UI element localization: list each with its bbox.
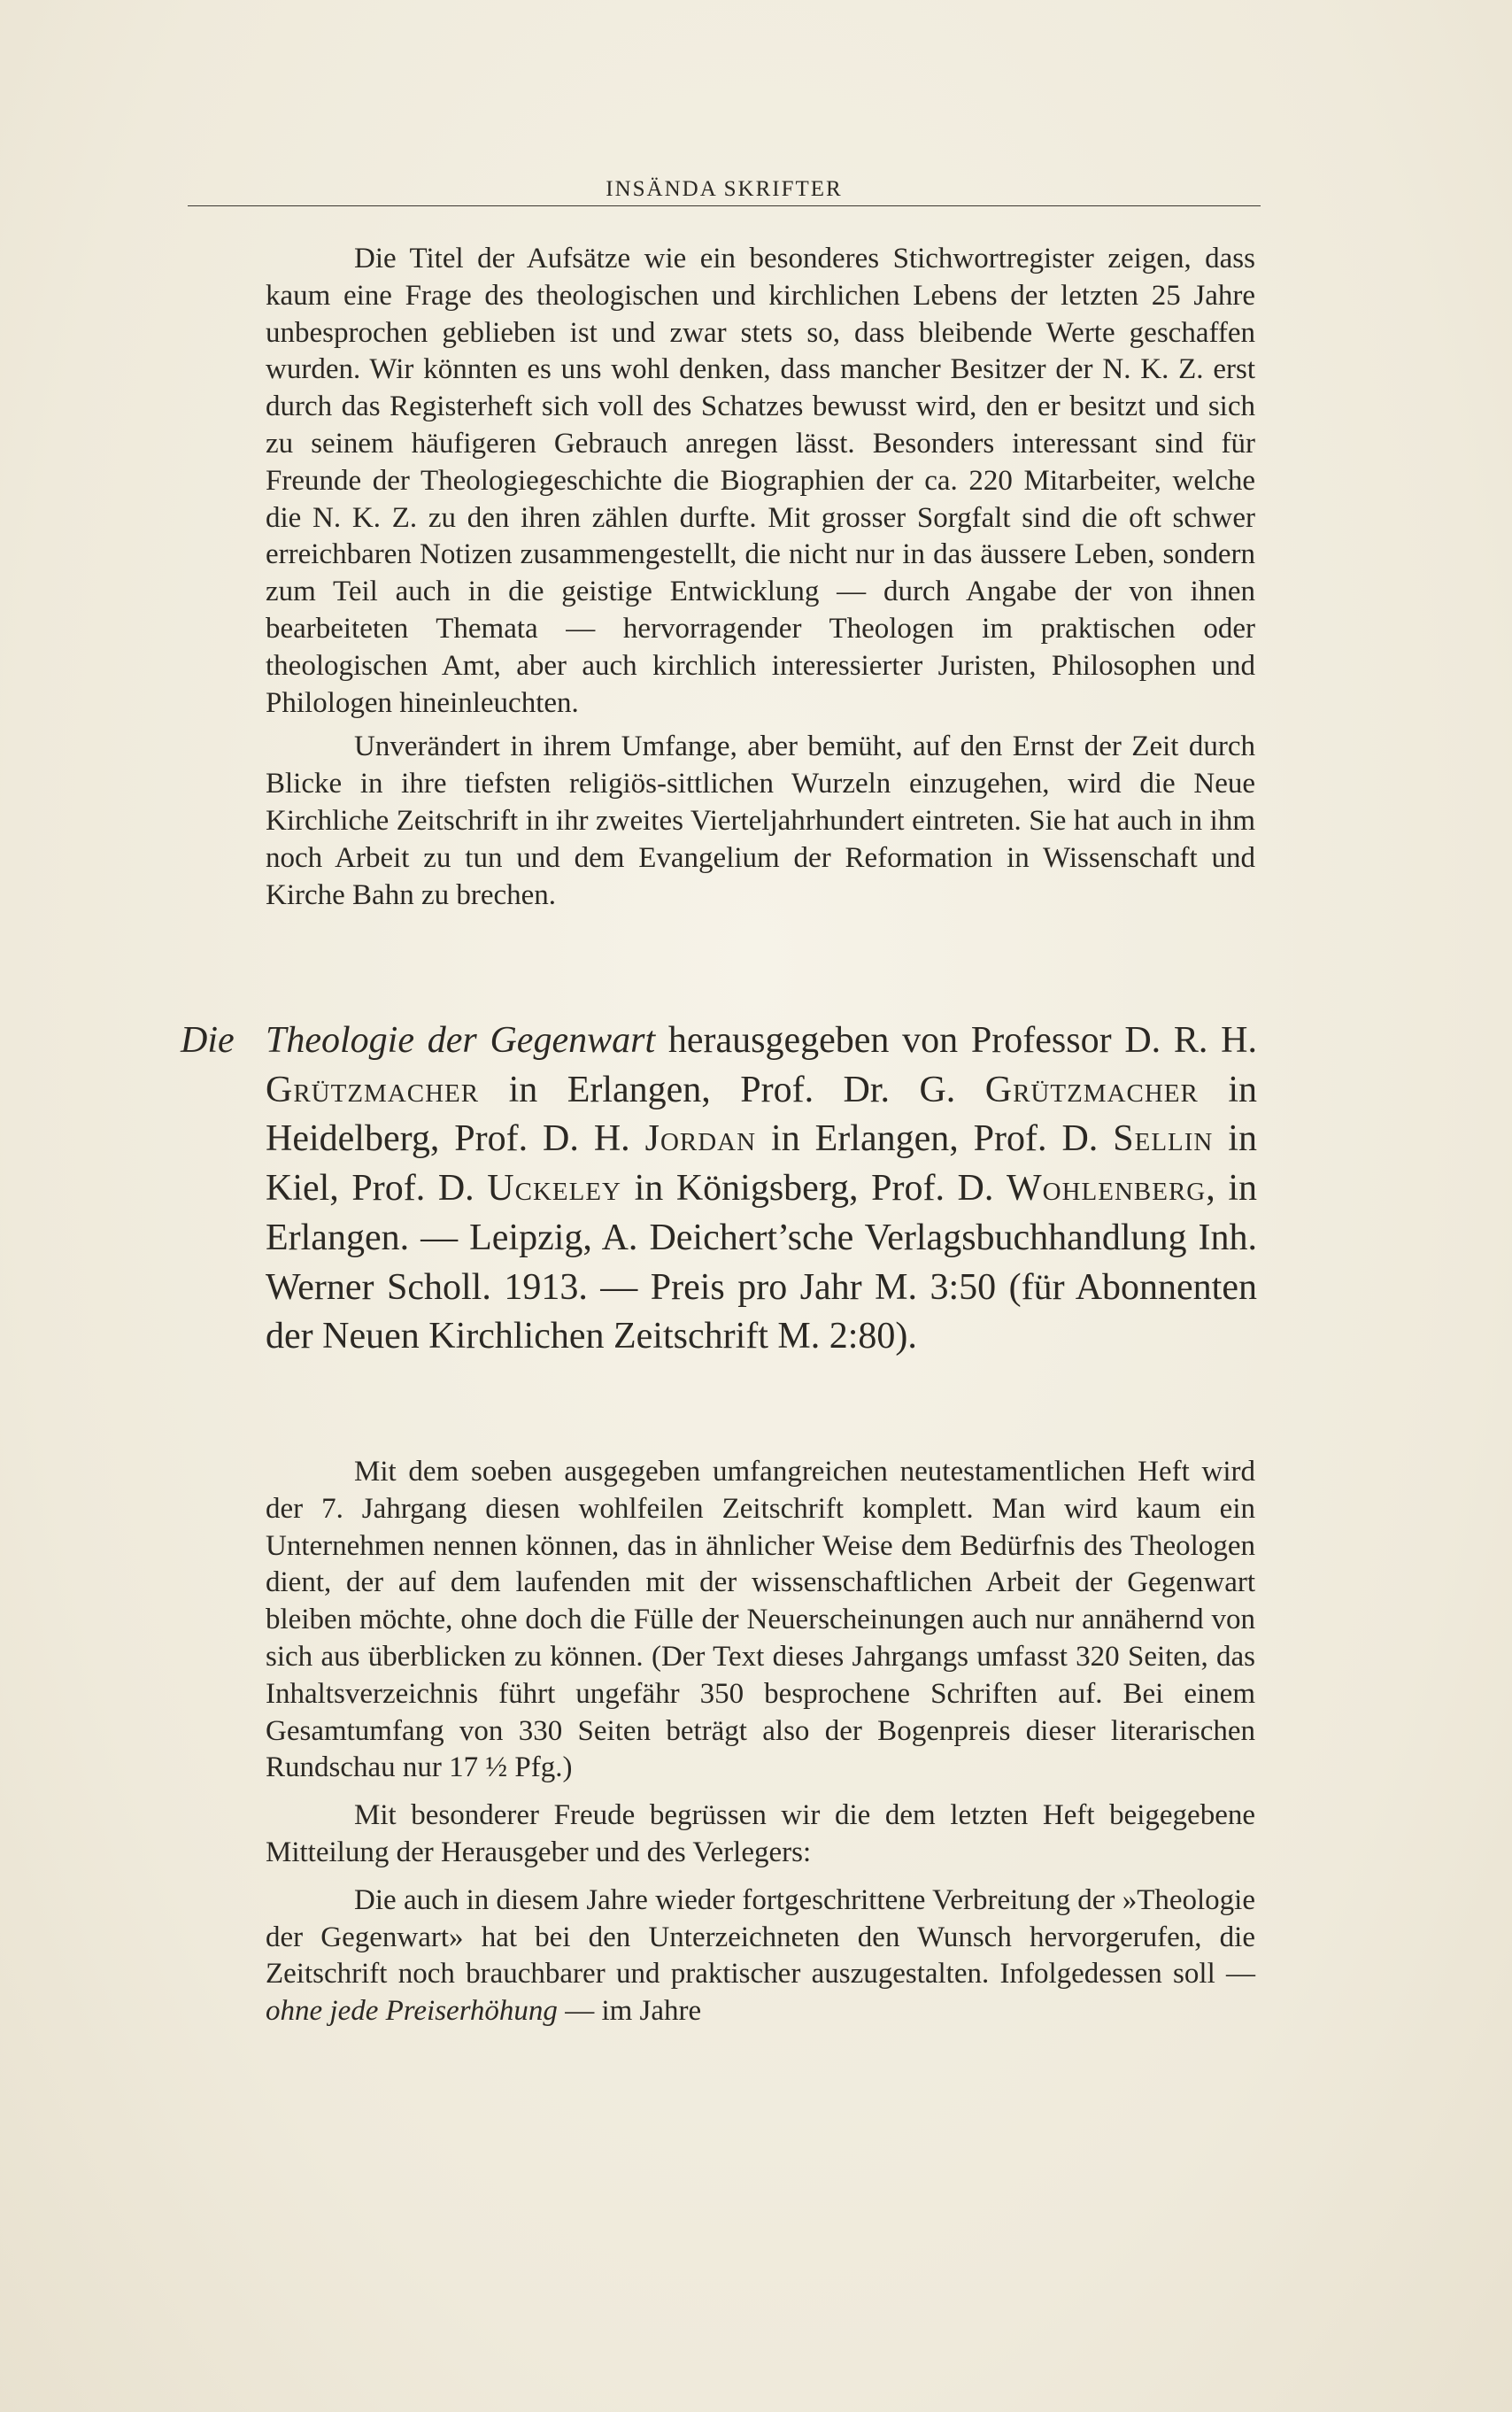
review-text xyxy=(266,1454,1255,2030)
review-p3-start: Die auch in diesem Jahre wieder fortgeschrittene Verbreitung der »Theologie der Gegenwart» hat bei den Unterzeichneten den Wunsch hervorgerufen, die Zeitschrift noch brauchbarer und praktischer auszugestalten. Infolgedessen soll — xyxy=(266,1883,1255,1991)
editor-name-4: Sellin xyxy=(1113,1118,1214,1160)
entry-text-1: herausgegeben von Professor D. R. H. xyxy=(655,1020,1257,1061)
review-paragraph-1: Mit dem soeben ausgegeben umfangreichen neutestamentlichen Heft wird der 7. Jahrgang diesen wohlfeilen Zeitschrift komplett. Man wird kaum ein Unternehmen nennen können, das in ähnlicher Weise dem Bedürfnis des Theologen dient, der auf dem laufenden mit der wissenschaftlichen Arbeit der Gegenwart bleiben möchte, ohne doch die Fülle der Neuerscheinungen auch nur annähernd von sich aus überblicken zu können. (Der Text dieses Jahrgangs umfasst 320 Seiten, das Inhaltsverzeichnis führt ungefähr 350 besprochene Schriften auf. Bei einem Gesamtumfang von 330 Seiten beträgt also der Bogenpreis dieser literarischen Rundschau nur 17 ½ Pfg.) xyxy=(266,1456,1255,1784)
essay-continuation xyxy=(266,241,1255,914)
review-p3-emphasis: ohne jede Preiserhöhung xyxy=(266,1995,558,2028)
entry-text-7: , in Erlangen. — Leipzig, A. Deichert’sche Verlagsbuchhandlung Inh. Werner Scholl. 1913. — Preis pro Jahr M. 3:50 (für Abonnenten der Neuen Kirchlichen Zeitschrift M. 2:80). xyxy=(266,1168,1257,1357)
entry-label: Die xyxy=(181,1020,235,1061)
review-paragraph-2: Mit besonderer Freude begrüssen wir die dem letzten Heft beigegebene Mitteilung der Herausgeber und des Verlegers: xyxy=(266,1799,1255,1868)
entry-text-3: in Heidelberg, Prof. D. H. xyxy=(266,1069,1257,1160)
editor-name-5: Uckeley xyxy=(487,1168,621,1210)
entry-text-4: in Erlangen, Prof. D. xyxy=(756,1118,1114,1160)
essay-paragraph-1: Die Titel der Aufsätze wie ein besonderes Stichwortregister zeigen, dass kaum eine Frage des theologischen und kirchlichen Lebens der letzten 25 Jahre unbesprochen geblieben ist und zwar stets so, dass bleibende Werte geschaffen wurden. Wir könnten es uns wohl denken, dass mancher Besitzer der N. K. Z. erst durch das Registerheft sich voll des Schatzes bewusst wird, den er besitzt und sich zu seinem häufigeren Gebrauch anregen lässt. Besonders interessant sind für Freunde der Theologiegeschichte die Biographien der ca. 220 Mitarbeiter, welche die N. K. Z. zu den ihren zählen durfte. Mit grosser Sorgfalt sind die oft schwer erreichbaren Notizen zusammengestellt, die nicht nur in das äussere Leben, sondern zum Teil auch in die geistige Entwicklung — durch Angabe der von ihnen bearbeiteten Themata — hervorragender Theologen im praktischen oder theologischen Amt, aber auch kirchlich interessierter Juristen, Philosophen und Philologen hineinleuchten. xyxy=(266,243,1255,719)
review-p3-end: — im Jahre xyxy=(557,1995,702,2028)
editor-name-1: Grützmacher xyxy=(266,1069,480,1110)
entry-text-2: in Erlangen, Prof. Dr. G. xyxy=(479,1069,985,1110)
header-rule xyxy=(188,205,1261,206)
essay-paragraph-2: Unverändert in ihrem Umfange, aber bemüht, auf den Ernst der Zeit durch Blicke in ihre tiefsten religiös-sittlichen Wurzeln einzugehen, wird die Neue Kirchliche Zeitschrift in ihr zweites Vierteljahrhundert eintreten. Sie hat auch in ihm noch Arbeit zu tun und dem Evangelium der Reformation in Wissenschaft und Kirche Bahn zu brechen. xyxy=(266,731,1255,911)
editor-name-3: Jordan xyxy=(644,1118,757,1160)
running-header: INSÄNDA SKRIFTER xyxy=(606,177,843,201)
entry-text-6: in Königsberg, Prof. D. xyxy=(621,1168,1007,1210)
entry-text-5: in Kiel, Prof. D. xyxy=(266,1118,1257,1210)
bibliographic-entry xyxy=(266,1017,1257,1362)
review-paragraph-3 xyxy=(266,1882,1255,2030)
editor-name-2: Grützmacher xyxy=(984,1069,1199,1110)
entry-title: Theologie der Gegenwart xyxy=(266,1020,656,1061)
editor-name-6: Wohlenberg xyxy=(1006,1168,1207,1210)
